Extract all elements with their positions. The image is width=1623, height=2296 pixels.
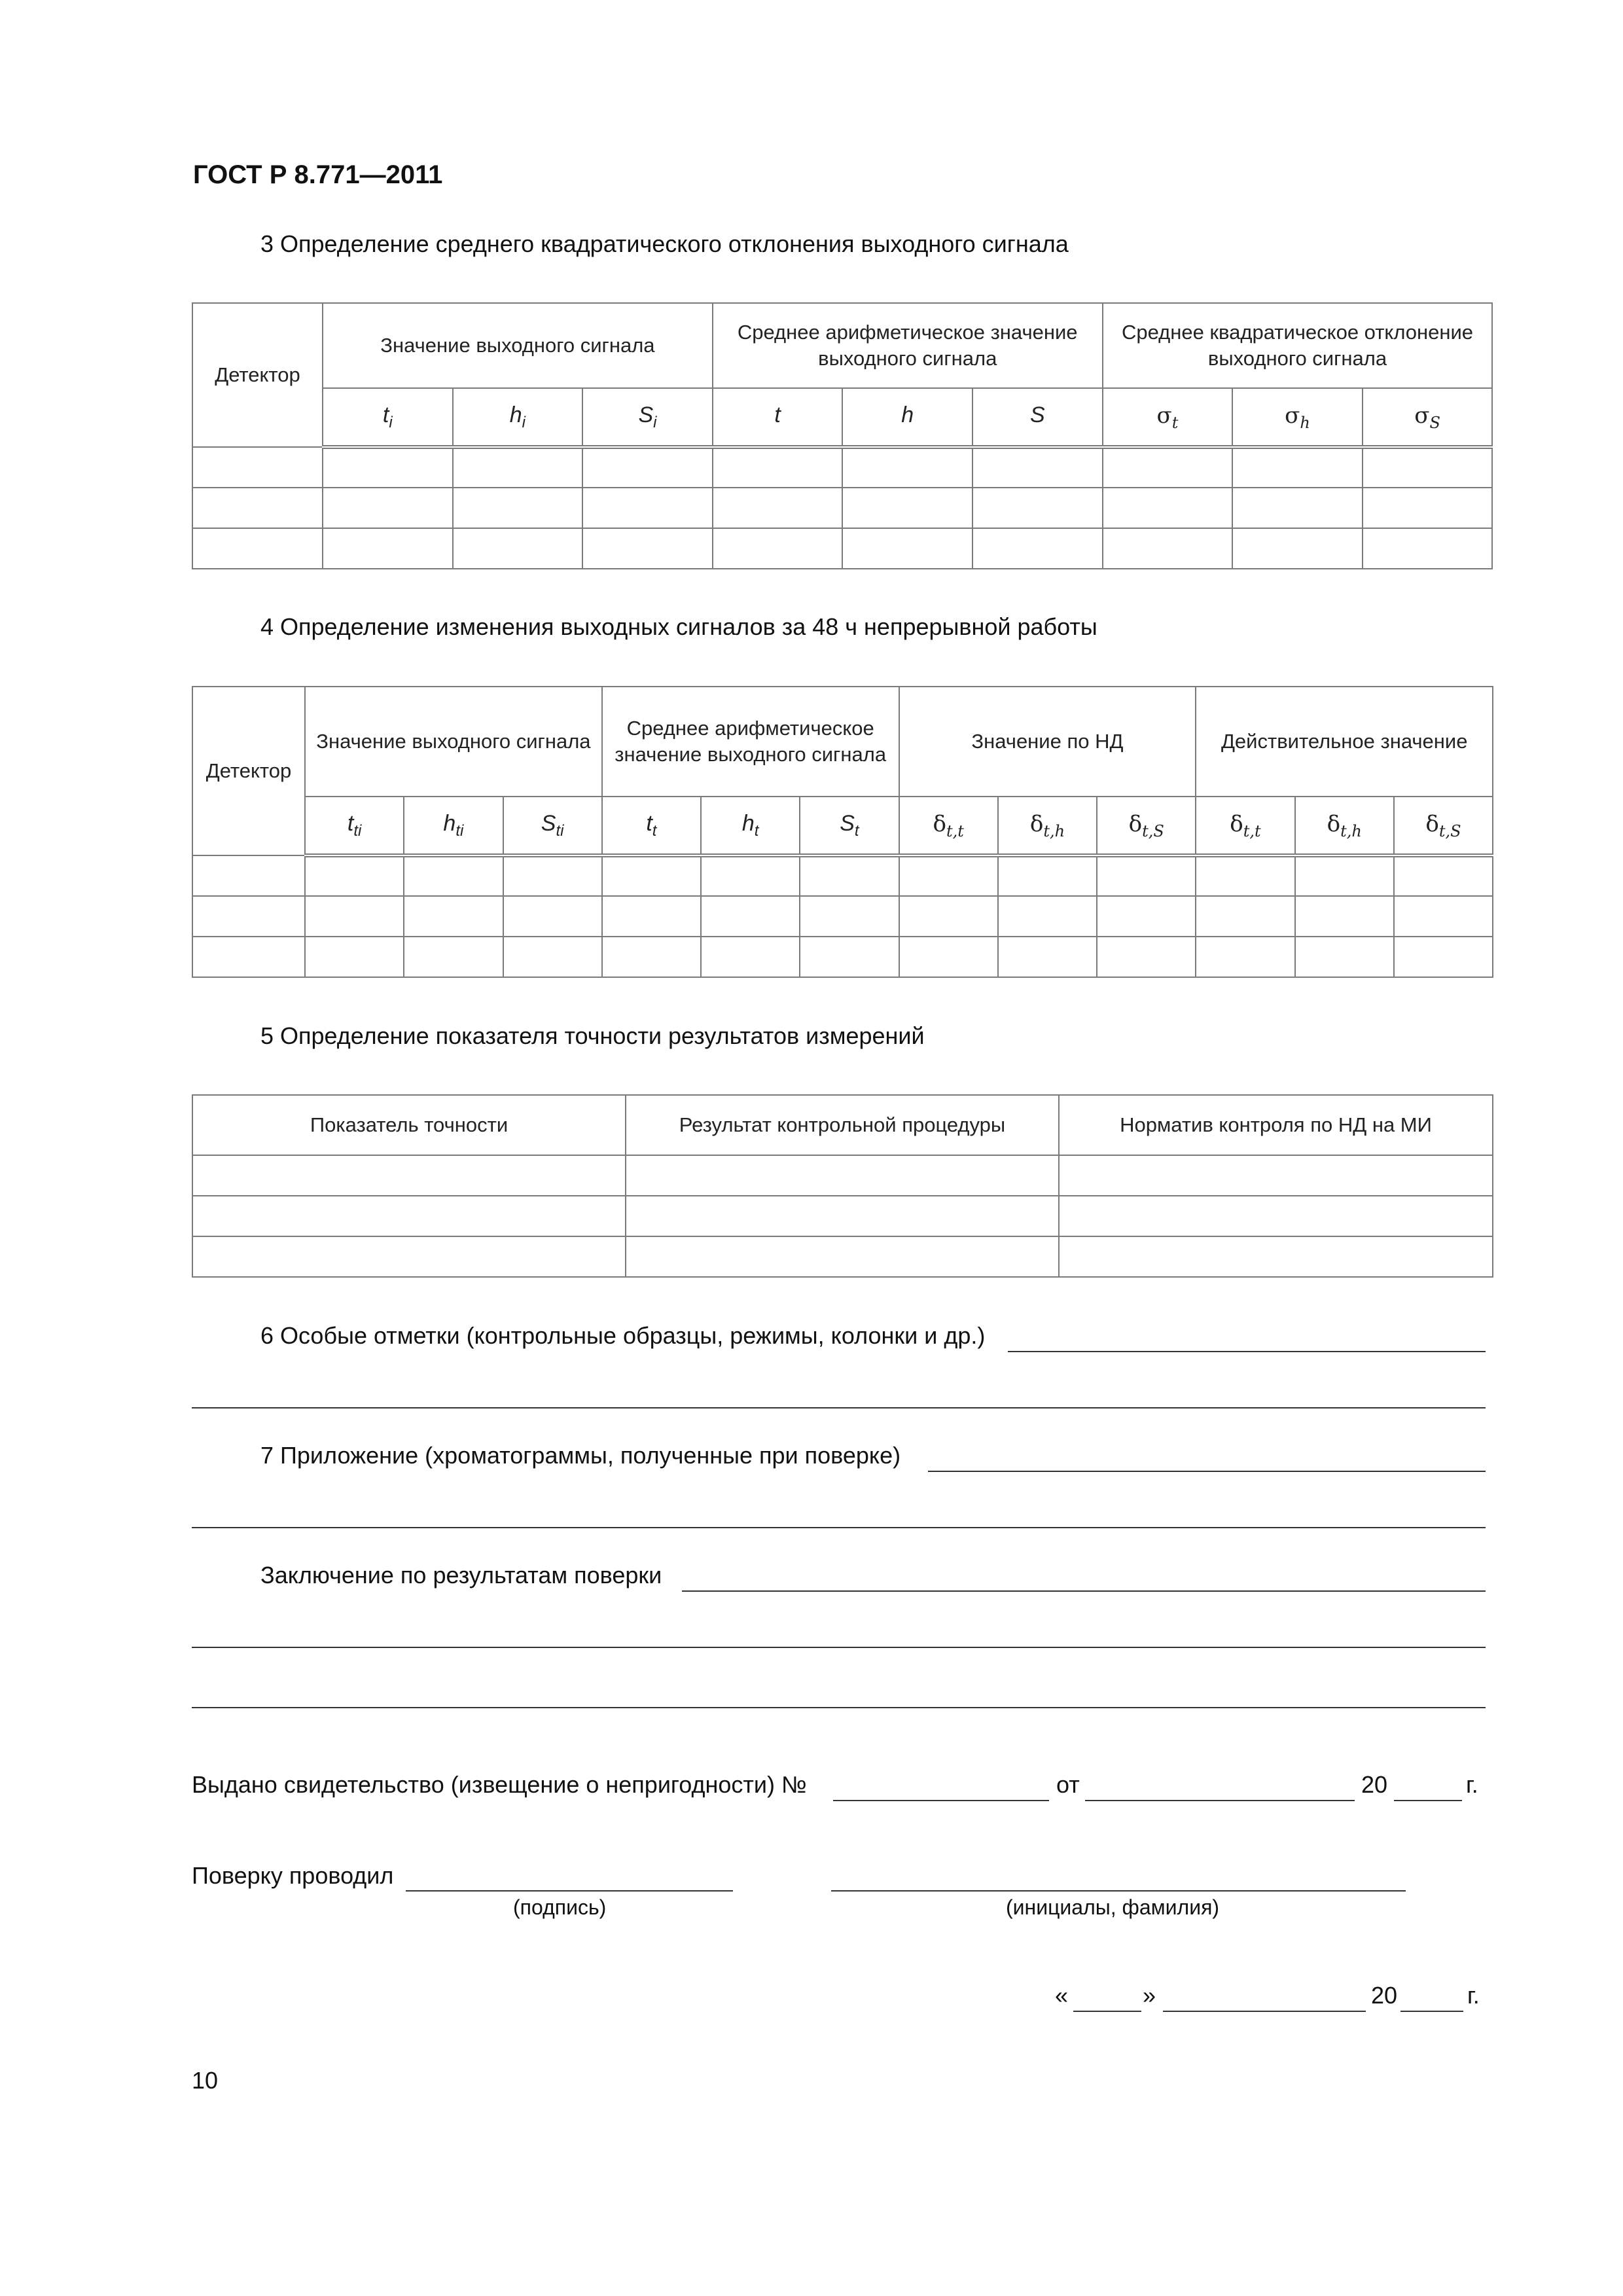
certificate-from-label: от	[1056, 1771, 1080, 1798]
empty-cell[interactable]	[323, 447, 453, 488]
verifier-label: Поверку проводил	[192, 1862, 394, 1889]
section4-table	[192, 686, 1493, 978]
empty-cell[interactable]	[713, 528, 843, 569]
empty-cell[interactable]	[1394, 855, 1493, 896]
empty-cell[interactable]	[1196, 855, 1294, 896]
empty-cell[interactable]	[800, 896, 899, 937]
group-header: Значение выходного сигнала	[323, 303, 713, 388]
group-header: Среднее арифметическое значение выходного сигнала	[713, 303, 1103, 388]
detector-header: Детектор	[192, 303, 323, 447]
empty-cell[interactable]	[582, 528, 713, 569]
section6-fill-line-2[interactable]	[192, 1407, 1486, 1408]
symbol-cell: $S_i$	[582, 388, 713, 447]
section3-title: 3 Определение среднего квадратического отклонения выходного сигнала	[260, 230, 1069, 257]
symbol-cell: $h_t$	[701, 797, 800, 855]
empty-cell[interactable]	[453, 528, 583, 569]
empty-cell[interactable]	[602, 855, 701, 896]
symbol-cell: $\delta_{t,h}$	[998, 797, 1097, 855]
group-header: Значение по НД	[899, 687, 1196, 797]
symbol-cell: $\delta_{t,S}$	[1097, 797, 1196, 855]
empty-cell[interactable]	[899, 937, 998, 977]
empty-cell[interactable]	[1232, 488, 1363, 528]
date-open-quote: «	[1055, 1982, 1069, 2009]
symbol-cell: $S_{ti}$	[503, 797, 602, 855]
empty-cell[interactable]	[1363, 447, 1493, 488]
name-line[interactable]	[831, 1890, 1406, 1892]
empty-cell[interactable]	[602, 896, 701, 937]
empty-cell[interactable]	[1059, 1196, 1493, 1236]
empty-cell[interactable]	[453, 447, 583, 488]
empty-cell[interactable]	[305, 855, 404, 896]
empty-cell[interactable]	[582, 488, 713, 528]
empty-cell[interactable]	[192, 528, 323, 569]
empty-cell[interactable]	[305, 937, 404, 977]
empty-cell[interactable]	[192, 855, 305, 896]
empty-cell[interactable]	[503, 937, 602, 977]
empty-cell[interactable]	[1394, 896, 1493, 937]
empty-cell[interactable]	[192, 937, 305, 977]
empty-cell[interactable]	[503, 855, 602, 896]
empty-cell[interactable]	[453, 488, 583, 528]
conclusion-fill-line[interactable]	[682, 1590, 1486, 1592]
section4-title: 4 Определение изменения выходных сигналов за 48 ч непрерывной работы	[260, 613, 1097, 640]
empty-cell[interactable]	[1394, 937, 1493, 977]
empty-cell[interactable]	[713, 488, 843, 528]
document-id: ГОСТ Р 8.771—2011	[193, 160, 443, 189]
section6-label: 6 Особые отметки (контрольные образцы, режимы, колонки и др.)	[260, 1322, 986, 1349]
empty-cell[interactable]	[192, 1196, 626, 1236]
empty-cell[interactable]	[972, 447, 1103, 488]
symbol-cell: $\delta_{t,t}$	[1196, 797, 1294, 855]
symbol-cell: $\delta_{t,h}$	[1295, 797, 1394, 855]
empty-cell[interactable]	[626, 1196, 1059, 1236]
empty-cell[interactable]	[404, 855, 503, 896]
symbol-cell: $\sigma_S$	[1363, 388, 1493, 447]
conclusion-label: Заключение по результатам поверки	[260, 1562, 662, 1588]
page-number: 10	[192, 2067, 219, 2094]
empty-cell[interactable]	[800, 855, 899, 896]
symbol-cell: $\delta_{t,S}$	[1394, 797, 1493, 855]
certificate-label: Выдано свидетельство (извещение о непригодности) №	[192, 1771, 807, 1798]
empty-cell[interactable]	[503, 896, 602, 937]
symbol-cell: h	[842, 388, 972, 447]
certificate-number-line[interactable]	[833, 1800, 1049, 1801]
symbol-cell: $\delta_{t,t}$	[899, 797, 998, 855]
date-month-line[interactable]	[1163, 2011, 1366, 2012]
name-caption: (инициалы, фамилия)	[1006, 1895, 1220, 1919]
symbol-cell: $\sigma_h$	[1232, 388, 1363, 447]
empty-cell[interactable]	[1363, 488, 1493, 528]
section7-fill-line-2[interactable]	[192, 1527, 1486, 1528]
empty-cell[interactable]	[1232, 528, 1363, 569]
date-year-prefix: 20	[1371, 1982, 1398, 2009]
symbol-cell: $t_i$	[323, 388, 453, 447]
section6-fill-line[interactable]	[1008, 1351, 1486, 1352]
signature-line[interactable]	[406, 1890, 733, 1892]
empty-cell[interactable]	[1232, 447, 1363, 488]
certificate-year-prefix: 20	[1361, 1771, 1388, 1798]
signature-caption: (подпись)	[513, 1895, 607, 1919]
column-header: Норматив контроля по НД на МИ	[1059, 1095, 1493, 1155]
group-header: Действительное значение	[1196, 687, 1493, 797]
empty-cell[interactable]	[1295, 855, 1394, 896]
empty-cell[interactable]	[713, 447, 843, 488]
empty-cell[interactable]	[972, 488, 1103, 528]
empty-cell[interactable]	[1295, 896, 1394, 937]
empty-cell[interactable]	[192, 447, 323, 488]
date-close-quote: »	[1143, 1982, 1156, 2009]
section7-label: 7 Приложение (хроматограммы, полученные при поверке)	[260, 1442, 901, 1469]
empty-cell[interactable]	[192, 1236, 626, 1277]
symbol-cell: t	[713, 388, 843, 447]
empty-cell[interactable]	[404, 896, 503, 937]
column-header: Результат контрольной процедуры	[626, 1095, 1059, 1155]
empty-cell[interactable]	[1103, 528, 1233, 569]
empty-cell[interactable]	[192, 488, 323, 528]
section3-table	[192, 302, 1493, 569]
empty-cell[interactable]	[305, 896, 404, 937]
detector-header: Детектор	[192, 687, 305, 855]
symbol-cell: $t_t$	[602, 797, 701, 855]
empty-cell[interactable]	[842, 447, 972, 488]
empty-cell[interactable]	[998, 896, 1097, 937]
empty-cell[interactable]	[602, 937, 701, 977]
group-header: Среднее квадратическое отклонение выходного сигнала	[1103, 303, 1493, 388]
symbol-cell: S	[972, 388, 1103, 447]
empty-cell[interactable]	[899, 855, 998, 896]
symbol-cell: $S_t$	[800, 797, 899, 855]
empty-cell[interactable]	[972, 528, 1103, 569]
conclusion-fill-line-2[interactable]	[192, 1647, 1486, 1648]
empty-cell[interactable]	[899, 896, 998, 937]
symbol-cell: $\sigma_t$	[1103, 388, 1233, 447]
empty-cell[interactable]	[323, 528, 453, 569]
empty-cell[interactable]	[1196, 937, 1294, 977]
section5-title: 5 Определение показателя точности результатов измерений	[260, 1022, 925, 1049]
symbol-cell: $t_{ti}$	[305, 797, 404, 855]
empty-cell[interactable]	[192, 896, 305, 937]
group-header: Среднее арифметическое значение выходного сигнала	[602, 687, 899, 797]
date-year-suffix: г.	[1467, 1982, 1480, 2009]
empty-cell[interactable]	[701, 896, 800, 937]
empty-cell[interactable]	[323, 488, 453, 528]
section5-table	[192, 1094, 1493, 1278]
empty-cell[interactable]	[626, 1236, 1059, 1277]
empty-cell[interactable]	[1059, 1236, 1493, 1277]
empty-cell[interactable]	[1059, 1155, 1493, 1196]
empty-cell[interactable]	[1103, 447, 1233, 488]
empty-cell[interactable]	[800, 937, 899, 977]
date-year-line[interactable]	[1400, 2011, 1463, 2012]
empty-cell[interactable]	[701, 855, 800, 896]
section7-fill-line[interactable]	[928, 1471, 1486, 1472]
symbol-cell: $h_{ti}$	[404, 797, 503, 855]
empty-cell[interactable]	[1097, 937, 1196, 977]
empty-cell[interactable]	[582, 447, 713, 488]
empty-cell[interactable]	[998, 855, 1097, 896]
group-header: Значение выходного сигнала	[305, 687, 602, 797]
empty-cell[interactable]	[1295, 937, 1394, 977]
conclusion-fill-line-3[interactable]	[192, 1707, 1486, 1708]
empty-cell[interactable]	[1097, 896, 1196, 937]
certificate-date-line[interactable]	[1085, 1800, 1355, 1801]
date-day-line[interactable]	[1073, 2011, 1141, 2012]
empty-cell[interactable]	[701, 937, 800, 977]
empty-cell[interactable]	[842, 528, 972, 569]
column-header: Показатель точности	[192, 1095, 626, 1155]
empty-cell[interactable]	[626, 1155, 1059, 1196]
symbol-cell: $h_i$	[453, 388, 583, 447]
empty-cell[interactable]	[192, 1155, 626, 1196]
certificate-year-line[interactable]	[1394, 1800, 1462, 1801]
empty-cell[interactable]	[1363, 528, 1493, 569]
certificate-year-suffix: г.	[1466, 1771, 1478, 1798]
empty-cell[interactable]	[1097, 855, 1196, 896]
empty-cell[interactable]	[998, 937, 1097, 977]
empty-cell[interactable]	[1103, 488, 1233, 528]
empty-cell[interactable]	[842, 488, 972, 528]
empty-cell[interactable]	[404, 937, 503, 977]
empty-cell[interactable]	[1196, 896, 1294, 937]
